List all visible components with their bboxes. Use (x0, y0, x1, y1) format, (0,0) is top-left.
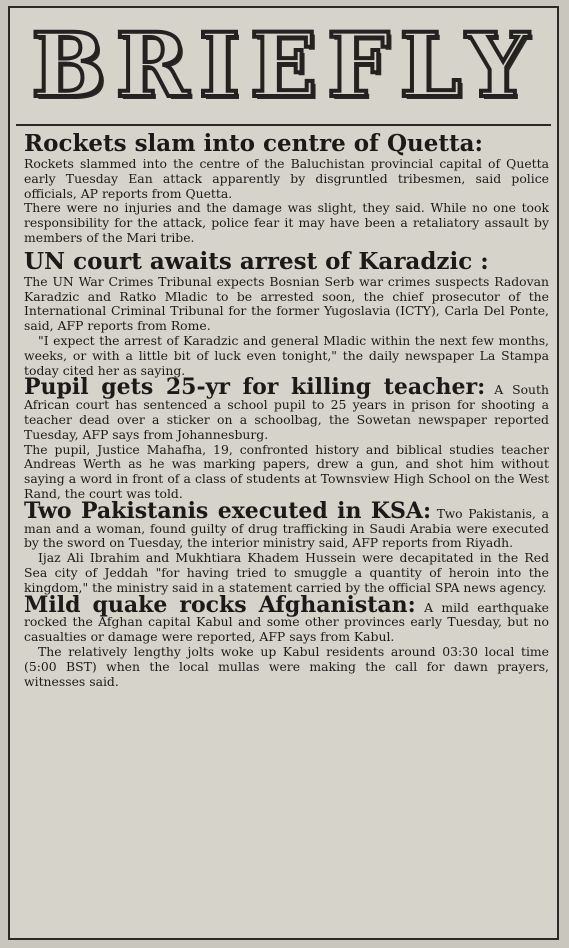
story-paragraph: The relatively lengthy jolts woke up Kabul residents around 03:30 local time (5:00 BST) when the local mullas were making the call for dawn prayers, witnesses said. (24, 643, 549, 689)
story-pupil (24, 374, 549, 501)
story-headline: Rockets slam into centre of Quetta: (24, 130, 483, 157)
stories-list (24, 130, 549, 689)
story-paragraph: Ijaz Ali Ibrahim and Mukhtiara Khadem Hussein were decapitated in the Red Sea city of Jeddah "for having tried to smuggle a quantity of heroin into the kingdom," the ministry said in a statement carried by the official SPA news agency. (24, 550, 549, 595)
story-quetta (24, 130, 549, 246)
masthead-title: BRIEFLY (31, 13, 539, 117)
story-lead (24, 374, 549, 442)
story-paragraph: The UN War Crimes Tribunal expects Bosnian Serb war crimes suspects Radovan Karadzic and Ratko Mladic to be arrested soon, the chief prosecutor of the International Criminal Tribunal for the former Yugoslavia (ICTY), Carla Del Ponte, said, AFP reports from Rome. (24, 273, 549, 334)
story-lead (24, 497, 549, 551)
newspaper-column (8, 6, 559, 940)
story-paragraph: There were no injuries and the damage was slight, they said. While no one took responsibility for the attack, police fear it may have been a retaliatory assault by members of the Mari tribe. (24, 200, 549, 245)
story-headline: Mild quake rocks Afghanistan: (24, 591, 416, 618)
story-paragraph: Rockets slammed into the centre of the Baluchistan provincial capital of Quetta early Tuesday Ean attack apparently by disgruntled tribesmen, said police officials, AP reports from Quetta. (24, 156, 549, 201)
story-pakistanis (24, 497, 549, 596)
story-lead-text: Two Pakistanis, a man and a woman, found guilty of drug trafficking in Saudi Arabia were executed by the sword on Tuesday, the interior ministry said, AFP reports from Riyadh. (24, 505, 549, 551)
story-lead-text: A South African court has sentenced a school pupil to 25 years in prison for shooting a teacher dead over a sticker on a schoolbag, the Sowetan newspaper reported Tuesday, AFP says from Johannesburg. (24, 382, 549, 442)
story-headline: UN court awaits arrest of Karadzic : (24, 247, 489, 275)
masthead-rule (16, 124, 551, 126)
story-lead-text: A mild earthquake rocked the Afghan capital Kabul and some other provinces early Tuesday, but no casualties or damage were reported, AFP says from Kabul. (24, 599, 549, 645)
story-headline: Pupil gets 25-yr for killing teacher: (24, 374, 486, 401)
story-lead (24, 591, 549, 645)
story-paragraph: "I expect the arrest of Karadzic and general Mladic within the next few months, weeks, or with a little bit of luck even tonight," the daily newspaper La Stampa today cited her as saying. (24, 332, 549, 378)
story-karadzic (24, 248, 549, 379)
story-paragraph: The pupil, Justice Mahafha, 19, confronted history and biblical studies teacher Andreas Werth as he was marking papers, drew a gun, and shot him without saying a word in front of a class of students at Townsview High School on the West Rand, the court was told. (24, 441, 549, 501)
story-quake (24, 591, 549, 690)
story-headline: Two Pakistanis executed in KSA: (24, 497, 432, 524)
